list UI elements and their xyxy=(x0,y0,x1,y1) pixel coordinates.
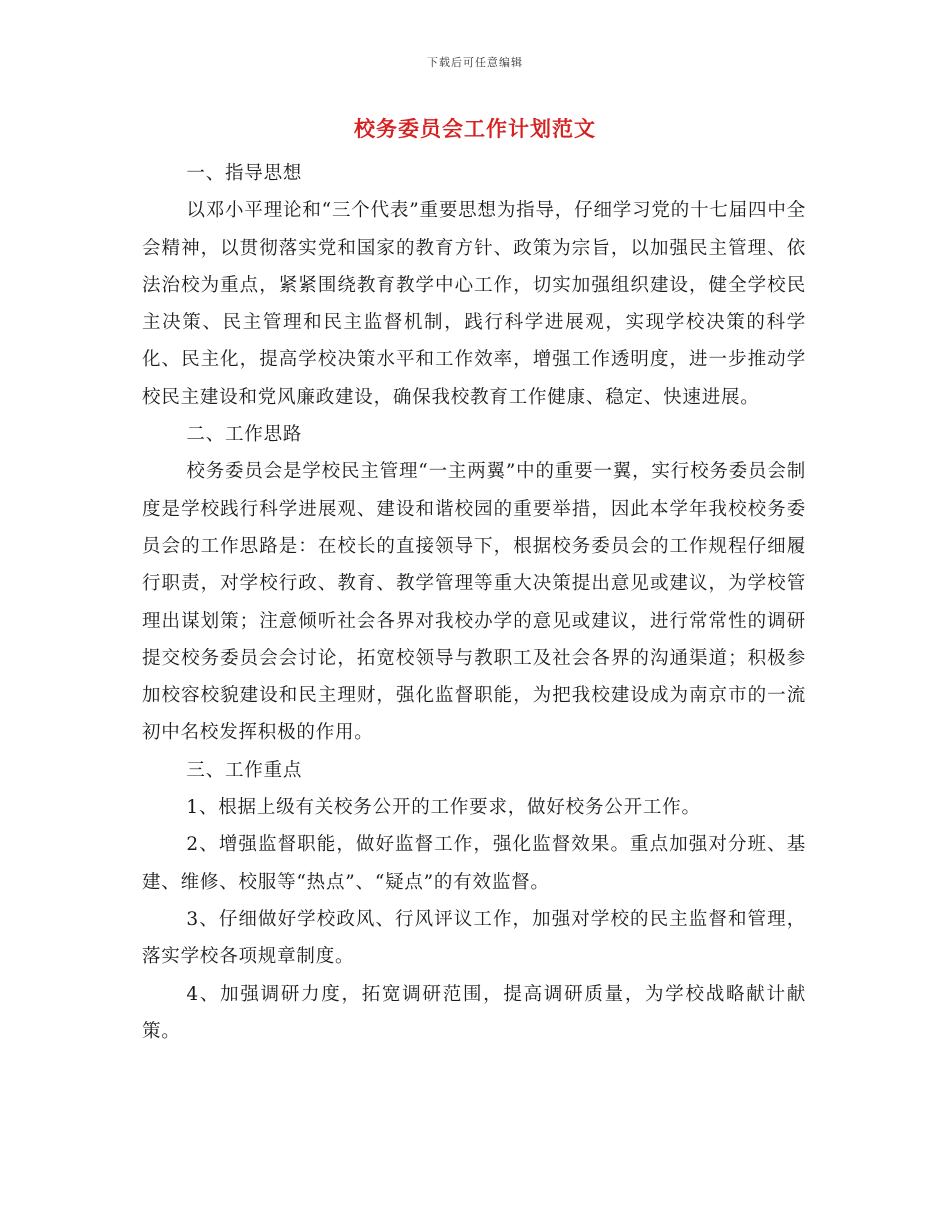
list-item: 2、增强监督职能，做好监督工作，强化监督效果。重点加强对分班、基建、维修、校服等“热点”、“疑点”的有效监督。 xyxy=(142,834,806,893)
section-heading-work-focus: 三、工作重点 xyxy=(186,759,303,781)
section-heading-guiding-ideology: 一、指导思想 xyxy=(186,163,303,184)
list-item: 1、根据上级有关校务公开的工作要求，做好校务公开工作。 xyxy=(186,797,701,819)
paragraph-work-approach: 校务委员会是学校民主管理“一主两翼”中的重要一翼，实行校务委员会制度是学校践行科学进展观、建设和谐校园的重要举措，因此本学年我校校务委员会的工作思路是：在校长的直接领导下，根据校务委员会的工作规程仔细履行职责，对学校行政、教育、教学管理等重大决策提出意见或建议，为学校管理出谋划策；注意倾听社会各界对我校办学的意见或建议，进行常常性的调研提交校务委员会会讨论，拓宽校领导与教职工及社会各界的沟通渠道；积极参加校容校貌建设和民主理财，强化监督职能，为把我校建设成为南京市的一流初中名校发挥积极的作用。 xyxy=(142,461,806,744)
document-title: 校务委员会工作计划范文 xyxy=(354,116,596,141)
list-item: 4、加强调研力度，拓宽调研范围，提高调研质量，为学校战略献计献策。 xyxy=(142,983,806,1042)
document-body xyxy=(142,155,806,1050)
header-note: 下载后可任意编辑 xyxy=(427,56,523,69)
list-item: 3、仔细做好学校政风、行风评议工作，加强对学校的民主监督和管理，落实学校各项规章制度。 xyxy=(142,908,806,968)
section-heading-work-approach: 二、工作思路 xyxy=(186,424,303,446)
paragraph-guiding-ideology: 以邓小平理论和“三个代表”重要思想为指导，仔细学习党的十七届四中全会精神，以贯彻落实党和国家的教育方针、政策为宗旨，以加强民主管理、依法治校为重点，紧紧围绕教育教学中心工作，切实加强组织建设，健全学校民主决策、民主管理和民主监督机制，践行科学进展观，实现学校决策的科学化、民主化，提高学校决策水平和工作效率，增强工作透明度，进一步推动学校民主建设和党风廉政建设，确保我校教育工作健康、稳定、快速进展。 xyxy=(142,200,806,408)
